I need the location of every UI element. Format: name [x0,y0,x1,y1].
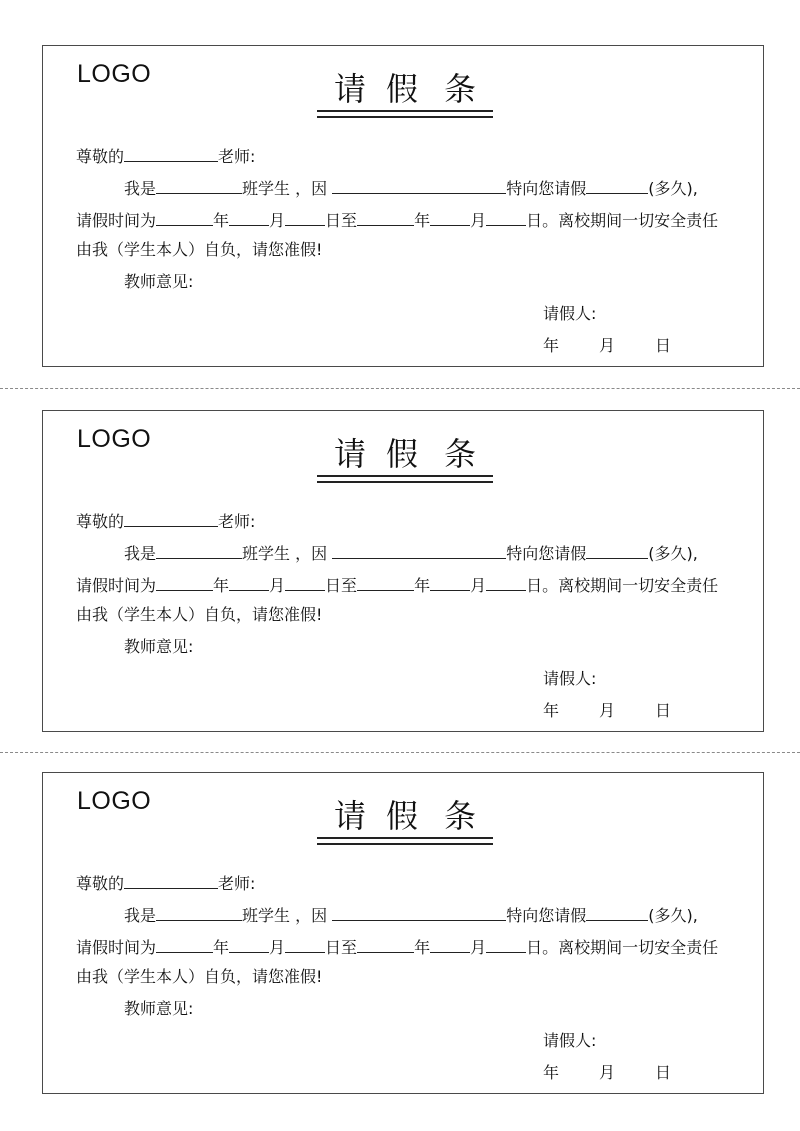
title-double-underline [317,837,493,845]
statement-line-1: 我是 班学生 ，因 特向您请假 (多久), [124,541,698,564]
end-year-blank[interactable] [357,935,414,953]
teacher-name-blank[interactable] [124,144,218,162]
leave-slip-2 [42,410,764,732]
teacher-opinion-label: 教师意见: [124,637,194,656]
leave-slip-1 [42,45,764,367]
reason-blank[interactable] [332,903,506,921]
slip-title: 请 假 条 [334,435,476,473]
statement-line-1: 我是 班学生 ，因 特向您请假 (多久), [124,903,698,926]
class-blank[interactable] [156,541,242,559]
signature-date: 年 月 日 [543,701,672,720]
end-day-blank[interactable] [486,935,526,953]
start-year-blank[interactable] [156,935,213,953]
end-day-blank[interactable] [486,208,526,226]
end-year-blank[interactable] [357,573,414,591]
duration-blank[interactable] [586,903,648,921]
title-double-underline [317,475,493,483]
statement-line-2: 请假时间为 年 月 日至 年 月 日。离校期间一切安全责任 [76,935,718,958]
statement-line-3: 由我（学生本人）自负，请您准假! [76,240,323,259]
applicant-label: 请假人: [543,669,597,688]
end-month-blank[interactable] [430,935,470,953]
cut-line [0,752,800,753]
reason-blank[interactable] [332,176,506,194]
duration-blank[interactable] [586,541,648,559]
start-year-blank[interactable] [156,208,213,226]
cut-line [0,388,800,389]
statement-line-1: 我是 班学生 ，因 特向您请假 (多久), [124,176,698,199]
signature-date: 年 月 日 [543,336,672,355]
start-month-blank[interactable] [229,208,269,226]
applicant-label: 请假人: [543,1031,597,1050]
end-year-blank[interactable] [357,208,414,226]
salutation-line: 尊敬的 老师: [76,144,255,167]
statement-line-2: 请假时间为 年 月 日至 年 月 日。离校期间一切安全责任 [76,573,718,596]
slip-title: 请 假 条 [334,797,476,835]
salutation-line: 尊敬的 老师: [76,509,255,532]
end-month-blank[interactable] [430,573,470,591]
start-month-blank[interactable] [229,935,269,953]
statement-line-3: 由我（学生本人）自负，请您准假! [76,967,323,986]
logo: LOGO [77,425,152,453]
teacher-name-blank[interactable] [124,871,218,889]
logo: LOGO [77,60,152,88]
start-day-blank[interactable] [285,208,325,226]
title-double-underline [317,110,493,118]
teacher-opinion-label: 教师意见: [124,272,194,291]
start-month-blank[interactable] [229,573,269,591]
teacher-name-blank[interactable] [124,509,218,527]
reason-blank[interactable] [332,541,506,559]
salutation-line: 尊敬的 老师: [76,871,255,894]
end-day-blank[interactable] [486,573,526,591]
end-month-blank[interactable] [430,208,470,226]
statement-line-3: 由我（学生本人）自负，请您准假! [76,605,323,624]
logo: LOGO [77,787,152,815]
class-blank[interactable] [156,903,242,921]
signature-date: 年 月 日 [543,1063,672,1082]
class-blank[interactable] [156,176,242,194]
teacher-opinion-label: 教师意见: [124,999,194,1018]
statement-line-2: 请假时间为 年 月 日至 年 月 日。离校期间一切安全责任 [76,208,718,231]
start-day-blank[interactable] [285,573,325,591]
applicant-label: 请假人: [543,304,597,323]
start-year-blank[interactable] [156,573,213,591]
start-day-blank[interactable] [285,935,325,953]
slip-title: 请 假 条 [334,70,476,108]
leave-slip-3 [42,772,764,1094]
duration-blank[interactable] [586,176,648,194]
